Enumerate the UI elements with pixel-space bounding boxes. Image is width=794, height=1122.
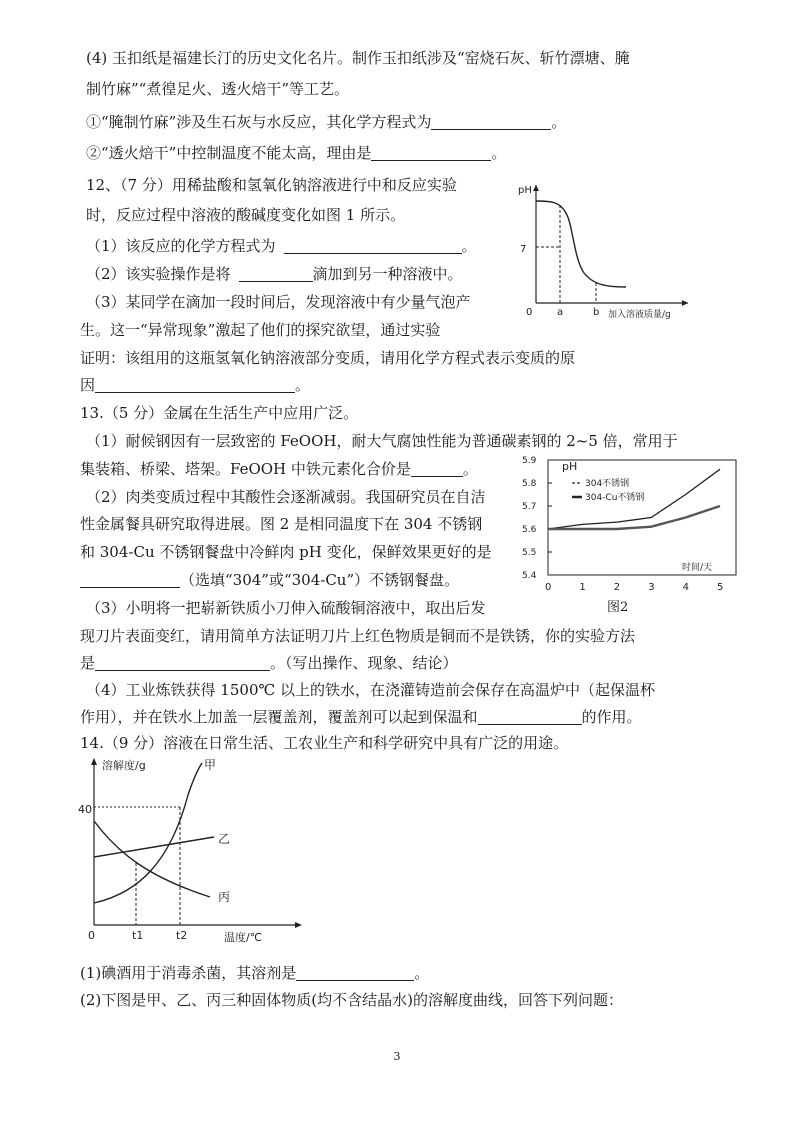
answer-blank[interactable]: [478, 708, 582, 725]
period: 。: [462, 460, 478, 478]
answer-blank[interactable]: [95, 654, 270, 671]
q12-line2: 时，反应过程中溶液的酸碱度变化如图 1 所示。: [86, 206, 406, 224]
answer-blank[interactable]: [284, 237, 462, 254]
answer-blank[interactable]: [411, 460, 463, 477]
x-tick-label: 0: [545, 582, 552, 593]
q12-item3-line4: [80, 375, 310, 395]
y-axis-label: pH: [562, 460, 578, 473]
answer-blank[interactable]: [431, 113, 551, 130]
q11-p4-line2: 制竹麻”“煮徨足火、透火焙干”等工艺。: [86, 80, 350, 98]
q12-line1: 12、（7 分）用稀盐酸和氢氧化钠溶液进行中和反应实验: [86, 176, 457, 194]
ph-axis-label: pH: [518, 185, 532, 196]
jia-curve: [94, 763, 202, 903]
q13-item4-line1: （4）工业炼铁获得 1500℃ 以上的铁水，在浇灌铸造前会保存在高温炉中（起保温杯: [86, 681, 656, 699]
q13-item3-line3-text: 是: [80, 654, 96, 672]
q13-item2-line4: [80, 570, 459, 590]
x-tick-label: 1: [579, 582, 586, 593]
q12-item3-line4-text: 因: [80, 376, 96, 394]
t2-label: t2: [176, 929, 188, 942]
bing-curve: [94, 821, 210, 897]
chart-frame: [548, 460, 736, 575]
q13-item4-line2-text: 作用），并在铁水上加盖一层覆盖剂，覆盖剂可以起到保温和: [80, 708, 478, 726]
q13-item4-line2-end: 的作用。: [581, 708, 642, 726]
answer-blank[interactable]: [296, 964, 414, 981]
x-tick-label: 3: [648, 582, 655, 593]
q13-item2-line4-text: （选填“304”或“304-Cu”）不锈钢餐盘。: [180, 571, 460, 589]
x-axis-arrow: [295, 922, 302, 928]
answer-blank[interactable]: [80, 571, 180, 588]
legend-304cu: 304-Cu不锈钢: [585, 493, 645, 503]
q11-sub2-text: ②“透火焙干”中控制温度不能太高，理由是: [86, 144, 372, 162]
y-tick-label: 5.7: [522, 502, 537, 512]
y-tick-label: 5.5: [522, 548, 537, 558]
y-axis-label: 溶解度/g: [102, 759, 146, 772]
q13-item3-line3: [80, 653, 458, 673]
q12-item1-text: （1）该反应的化学方程式为: [86, 237, 276, 255]
x-tick-label: 2: [613, 582, 621, 593]
y-tick-label: 5.8: [522, 479, 537, 489]
q14-item2: (2)下图是甲、乙、丙三种固体物质(均不含结晶水)的溶解度曲线，回答下列问题：: [80, 991, 623, 1009]
yi-label: 乙: [218, 832, 231, 846]
period: 。: [461, 237, 477, 255]
y-tick-label: 5.9: [522, 456, 537, 466]
q13-item1-line2: [80, 459, 478, 479]
q12-item3-line3: 证明：该组用的这瓶氢氧化钠溶液部分变质，请用化学方程式表示变质的原: [80, 349, 576, 367]
bing-label: 丙: [218, 890, 231, 904]
meat-ph-chart: [520, 452, 740, 594]
x-tick-label: 5: [717, 582, 724, 593]
jia-label: 甲: [204, 758, 217, 772]
q11-sub1: [86, 112, 566, 132]
q13-item2-line2: 性金属餐具研究取得进展。图 2 是相同温度下在 304 不锈钢: [80, 515, 483, 533]
x-axis-label: 时间/天: [682, 563, 713, 573]
q12-item2: [86, 264, 463, 284]
q12-item2-end: 滴加到另一种溶液中。: [312, 265, 463, 283]
answer-blank[interactable]: [371, 144, 491, 161]
y-axis-arrow: [533, 185, 539, 191]
q13-item3-line3-end: 。（写出操作、现象、结论）: [270, 654, 458, 672]
yi-curve: [94, 837, 214, 857]
q13-item3-line2: 现刀片表面变红，请用简单方法证明刀片上红色物质是铜而不是铁锈，你的实验方法: [80, 627, 636, 645]
q14-item1: [80, 963, 429, 983]
solubility-curve-figure: [78, 755, 308, 947]
x-tick-label: 4: [682, 582, 689, 593]
q13-heading: 13.（5 分）金属在生活生产中应用广泛。: [80, 404, 359, 422]
x-axis-label: 温度/℃: [224, 931, 263, 944]
y-axis-arrow: [91, 758, 97, 765]
figure2-caption: 图2: [607, 600, 629, 615]
y-40-label: 40: [78, 803, 92, 816]
q12-item1: [86, 236, 477, 256]
period: 。: [551, 113, 567, 131]
period: 。: [491, 144, 507, 162]
x-axis-label: 加入溶液质量/g: [608, 310, 671, 320]
q11-p4-line1: (4) 玉扣纸是福建长汀的历史文化名片。制作玉扣纸涉及“窑烧石灰、斩竹漂塘、腌: [86, 49, 630, 67]
origin-label: 0: [88, 929, 95, 942]
q12-item2-text: （2）该实验操作是将: [86, 265, 231, 283]
t1-label: t1: [132, 929, 144, 942]
q13-item2-line1: （2）肉类变质过程中其酸性会逐渐减弱。我国研究员在自洁: [86, 488, 486, 506]
answer-blank[interactable]: [239, 265, 313, 282]
period: 。: [295, 376, 311, 394]
q12-item3-line2: 生。这一“异常现象”激起了他们的探究欲望，通过实验: [80, 321, 441, 339]
legend-304: 304不锈钢: [585, 479, 630, 489]
ph-titration-figure: [508, 175, 694, 325]
q13-item1-line1: （1）耐候钢因有一层致密的 FeOOH，耐大气腐蚀性能为普通碳素钢的 2~5 倍，常用于: [86, 432, 678, 450]
q13-item1-line2-text: 集装箱、桥梁、塔架。FeOOH 中铁元素化合价是: [80, 460, 411, 478]
ph-curve: [536, 201, 626, 287]
origin-label: 0: [526, 307, 533, 318]
ph-7-label: 7: [520, 244, 527, 255]
answer-blank[interactable]: [95, 376, 295, 393]
q12-item3-line1: （3）某同学在滴加一段时间后，发现溶液中有少量气泡产: [86, 293, 471, 311]
q13-item3-line1: （3）小明将一把崭新铁质小刀伸入硫酸铜溶液中，取出后发: [86, 599, 486, 617]
y-tick-label: 5.4: [522, 571, 537, 581]
a-label: a: [557, 307, 564, 318]
q13-item4-line2: [80, 707, 642, 727]
period: 。: [414, 964, 430, 982]
b-label: b: [593, 307, 600, 318]
q13-item2-line3: 和 304-Cu 不锈钢餐盘中冷鲜肉 pH 变化，保鲜效果更好的是: [80, 543, 492, 561]
q11-sub1-text: ①“腌制竹麻”涉及生石灰与水反应，其化学方程式为: [86, 113, 432, 131]
y-tick-label: 5.6: [522, 525, 537, 535]
x-axis-arrow: [682, 300, 688, 306]
q11-sub2: [86, 143, 506, 163]
q14-heading: 14.（9 分）溶液在日常生活、工农业生产和科学研究中具有广泛的用途。: [80, 734, 569, 752]
q14-item1-text: (1)碘酒用于消毒杀菌，其溶剂是: [80, 964, 297, 982]
page-number: 3: [393, 1050, 401, 1063]
